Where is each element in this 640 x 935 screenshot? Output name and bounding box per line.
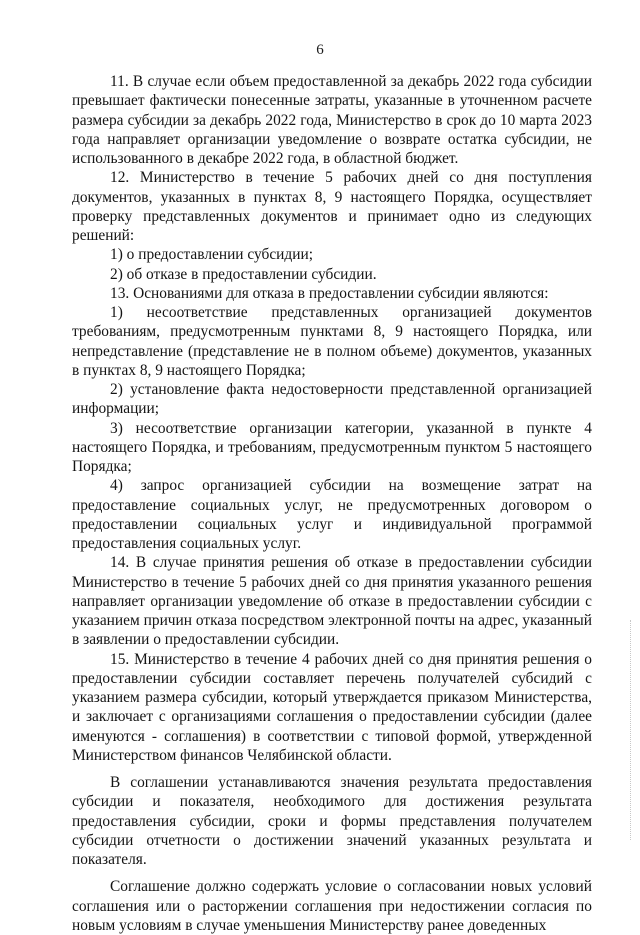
scan-edge-mark <box>630 620 632 840</box>
paragraph-gap <box>72 765 592 773</box>
list-item-refusal: 2) об отказе в предоставлении субсидии. <box>110 265 377 283</box>
refusal-ground-3: 3) несоответствие организации категории, указанной в пункте 4 настоящего Порядка, и требованиям, предусмотренным пунктом 5 настоящего Порядка; <box>72 419 592 475</box>
refusal-ground-2: 2) установление факта недостоверности представленной организацией информации; <box>72 381 592 418</box>
paragraph-13: 13. Основаниями для отказа в предоставлении субсидии являются: <box>110 284 549 302</box>
refusal-ground-4: 4) запрос организацией субсидии на возмещение затрат на предоставление социальных услуг, не предусмотренных договором о предоставлении социальных услуг и индивидуальной программой предоставления социальных услуг. <box>72 477 592 552</box>
page-number: 6 <box>316 42 324 58</box>
document-body <box>72 72 592 935</box>
agreement-conditions-paragraph: Соглашение должно содержать условие о согласовании новых условий соглашения или о расторжении соглашения при недостижении согласия по новым условиям в случае уменьшения Министерству ранее доведенных <box>72 878 592 934</box>
paragraph-15: 15. Министерство в течение 4 рабочих дней со дня принятия решения о предоставлении субсидии составляет перечень получателей субсидий с указанием размера субсидии, который утверждается приказом Министерства, и заключает с организациями соглашения о предоставлении субсидии (далее именуются - соглашения) в соответствии с типовой формой, утвержденной Министерством финансов Челябинской области. <box>72 650 592 764</box>
list-item-grant: 1) о предоставлении субсидии; <box>110 246 313 264</box>
paragraph-14: 14. В случае принятия решения об отказе в предоставлении субсидии Министерство в течение 5 рабочих дней со дня принятия указанного решения направляет организации уведомление об отказе в предоставлении субсидии с указанием причин отказа посредством электронной почты на адрес, указанный в заявлении о предоставлении субсидии. <box>72 554 592 649</box>
refusal-ground-1: 1) несоответствие представленных организацией документов требованиям, предусмотренным пунктами 8, 9 настоящего Порядка, или непредставление (представление не в полном объеме) документов, указанных в пунктах 8, 9 настоящего Порядка; <box>72 304 592 379</box>
paragraph-12: 12. Министерство в течение 5 рабочих дней со дня поступления документов, указанных в пунктах 8, 9 настоящего Порядка, осуществляет проверку представленных документов и принимает одно из следующих решений: <box>72 169 592 244</box>
paragraph-gap <box>72 869 592 877</box>
agreement-results-paragraph: В соглашении устанавливаются значения результата предоставления субсидии и показателя, необходимого для достижения результата предоставления субсидии, сроки и формы представления получателем субсидии отчетности о достижении значений указанных результата и показателя. <box>72 774 592 868</box>
paragraph-11: 11. В случае если объем предоставленной за декабрь 2022 года субсидии превышает фактически понесенные затраты, указанные в уточненном расчете размера субсидии за декабрь 2022 года, Министерство в срок до 10 марта 2023 года направляет организации уведомление о возврате остатка субсидии, не использованного в декабре 2022 года, в областной бюджет. <box>72 73 592 167</box>
